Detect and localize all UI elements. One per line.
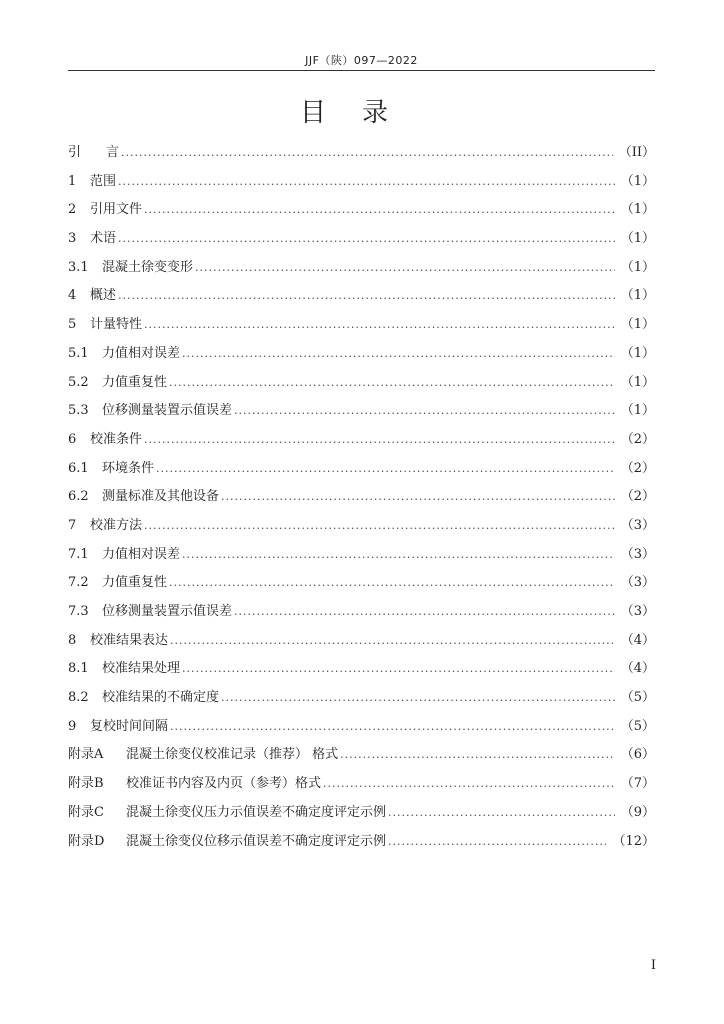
toc-entry[interactable] — [68, 713, 655, 742]
toc-entry-number: 3 — [68, 231, 77, 247]
leader-dots — [118, 225, 615, 254]
running-header: JJF（陕）097—2022 — [305, 54, 418, 67]
toc-entry-number: 4 — [68, 288, 77, 304]
toc-entry-number: 7.2 — [68, 575, 89, 591]
toc-entry[interactable] — [68, 225, 655, 254]
toc-entry[interactable] — [68, 139, 655, 168]
toc-entry[interactable] — [68, 541, 655, 570]
toc-entry-number: 5.3 — [68, 403, 89, 419]
toc-entry-page: （1） — [620, 345, 655, 361]
toc-entry-title: 校准结果处理 — [102, 661, 181, 677]
toc-entry[interactable] — [68, 598, 655, 627]
toc-entry-page: （2） — [620, 489, 655, 505]
toc-entry-title: 力值相对误差 — [102, 345, 181, 361]
toc-entry-number: 附录C — [68, 804, 104, 820]
toc-entry[interactable] — [68, 455, 655, 484]
toc-entry-number: 引 — [68, 145, 82, 160]
toc-entry-page: （4） — [620, 632, 655, 648]
leader-dots — [144, 311, 615, 340]
toc-entry-title: 校准条件 — [90, 431, 143, 447]
toc-entry-title: 校准证书内容及内页（参考）格式 — [126, 776, 322, 792]
leader-dots — [169, 369, 615, 398]
toc-entry[interactable] — [68, 627, 655, 656]
toc-entry-page: （1） — [620, 173, 655, 189]
toc-entry[interactable] — [68, 340, 655, 369]
toc-entry[interactable] — [68, 483, 655, 512]
toc-entry-title: 混凝土徐变变形 — [102, 259, 194, 275]
toc-entry[interactable] — [68, 512, 655, 541]
toc-entry-page: （2） — [620, 460, 655, 476]
toc-entry-title: 复校时间间隔 — [90, 718, 169, 734]
table-of-contents — [68, 139, 655, 856]
toc-entry[interactable] — [68, 397, 655, 426]
toc-entry[interactable] — [68, 196, 655, 225]
toc-entry[interactable] — [68, 684, 655, 713]
toc-entry[interactable] — [68, 168, 655, 197]
toc-entry-page: （II） — [618, 145, 655, 160]
toc-entry-title: 测量标准及其他设备 — [102, 489, 220, 505]
toc-entry-title: 计量特性 — [90, 317, 143, 333]
leader-dots — [388, 828, 606, 857]
toc-entry-title: 力值重复性 — [102, 374, 168, 390]
toc-entry-page: （1） — [620, 374, 655, 390]
toc-entry-number: 7.3 — [68, 604, 89, 619]
toc-entry-page: （1） — [620, 202, 655, 218]
leader-dots — [118, 168, 615, 197]
toc-entry-title: 概述 — [90, 288, 117, 304]
leader-dots — [144, 512, 615, 541]
leader-dots — [221, 684, 615, 713]
toc-entry[interactable] — [68, 828, 655, 857]
toc-entry-title: 力值相对误差 — [102, 546, 181, 562]
leader-dots — [221, 483, 615, 512]
toc-entry-number: 8 — [68, 632, 77, 648]
leader-dots — [195, 254, 615, 283]
toc-entry-number: 5.2 — [68, 374, 89, 390]
toc-entry-title: 混凝土徐变仪压力示值误差不确定度评定示例 — [126, 804, 387, 820]
toc-entry-title: 校准结果的不确定度 — [102, 690, 220, 706]
toc-entry-title: 范围 — [90, 173, 117, 189]
toc-entry-page: （9） — [620, 804, 655, 820]
toc-entry-title: 环境条件 — [102, 460, 155, 476]
toc-entry-title: 言 — [106, 145, 120, 160]
leader-dots — [323, 770, 615, 799]
toc-entry-title: 位移测量装置示值误差 — [102, 403, 233, 419]
leader-dots — [156, 455, 615, 484]
toc-entry-title: 混凝土徐变仪校准记录（推荐） 格式 — [126, 747, 339, 763]
toc-entry-number: 8.2 — [68, 690, 89, 706]
toc-entry-number: 5 — [68, 317, 77, 333]
toc-entry-number: 2 — [68, 202, 77, 218]
toc-entry[interactable] — [68, 311, 655, 340]
toc-entry-number: 9 — [68, 718, 77, 734]
leader-dots — [388, 799, 615, 828]
toc-entry-number: 附录B — [68, 776, 104, 792]
toc-entry-page: （1） — [620, 317, 655, 333]
toc-entry-page: （1） — [620, 403, 655, 419]
toc-entry-title: 引用文件 — [90, 202, 143, 218]
toc-entry-number: 3.1 — [68, 259, 89, 275]
toc-entry-page: （3） — [620, 546, 655, 562]
toc-entry-title: 混凝土徐变仪位移示值误差不确定度评定示例 — [126, 833, 387, 849]
leader-dots — [234, 397, 615, 426]
toc-entry-number: 附录D — [68, 833, 105, 849]
toc-entry[interactable] — [68, 770, 655, 799]
leader-dots — [182, 340, 615, 369]
toc-entry-title: 位移测量装置示值误差 — [102, 604, 233, 619]
toc-entry-number: 8.1 — [68, 661, 89, 677]
header-rule — [68, 70, 655, 71]
toc-entry[interactable] — [68, 741, 655, 770]
toc-entry-number: 6.2 — [68, 489, 89, 505]
toc-entry-page: （4） — [620, 661, 655, 677]
toc-entry-page: （1） — [620, 231, 655, 247]
toc-entry-title: 力值重复性 — [102, 575, 168, 591]
toc-entry-page: （12） — [612, 833, 655, 849]
toc-entry-title: 术语 — [90, 231, 117, 247]
page-number: I — [650, 958, 656, 973]
toc-entry-title: 校准方法 — [90, 517, 143, 533]
leader-dots — [340, 741, 615, 770]
toc-entry-page: （5） — [620, 690, 655, 706]
leader-dots — [170, 627, 615, 656]
page-title: 目录 — [299, 98, 424, 128]
toc-entry-number: 7.1 — [68, 546, 89, 562]
leader-dots — [234, 598, 615, 627]
leader-dots — [170, 713, 615, 742]
toc-entry[interactable] — [68, 655, 655, 684]
leader-dots — [121, 139, 613, 168]
toc-entry-number: 附录A — [68, 747, 104, 763]
toc-entry-page: （3） — [620, 517, 655, 533]
leader-dots — [169, 569, 615, 598]
toc-entry-page: （3） — [620, 575, 655, 591]
leader-dots — [182, 541, 615, 570]
toc-entry-number: 7 — [68, 517, 77, 533]
toc-entry-number: 6 — [68, 431, 77, 447]
toc-entry[interactable] — [68, 282, 655, 311]
toc-entry[interactable] — [68, 426, 655, 455]
toc-entry-page: （1） — [620, 259, 655, 275]
toc-entry[interactable] — [68, 254, 655, 283]
leader-dots — [144, 196, 615, 225]
toc-entry-number: 6.1 — [68, 460, 89, 476]
leader-dots — [182, 655, 615, 684]
toc-entry-page: （3） — [620, 604, 655, 619]
toc-entry-page: （2） — [620, 431, 655, 447]
toc-entry-page: （5） — [620, 718, 655, 734]
toc-entry[interactable] — [68, 369, 655, 398]
toc-entry-page: （7） — [620, 776, 655, 792]
leader-dots — [144, 426, 615, 455]
toc-entry-page: （6） — [620, 747, 655, 763]
leader-dots — [118, 282, 615, 311]
toc-entry-number: 5.1 — [68, 345, 89, 361]
toc-entry-page: （1） — [620, 288, 655, 304]
toc-entry[interactable] — [68, 799, 655, 828]
toc-entry-title: 校准结果表达 — [90, 632, 169, 648]
toc-entry-number: 1 — [68, 173, 77, 189]
toc-entry[interactable] — [68, 569, 655, 598]
